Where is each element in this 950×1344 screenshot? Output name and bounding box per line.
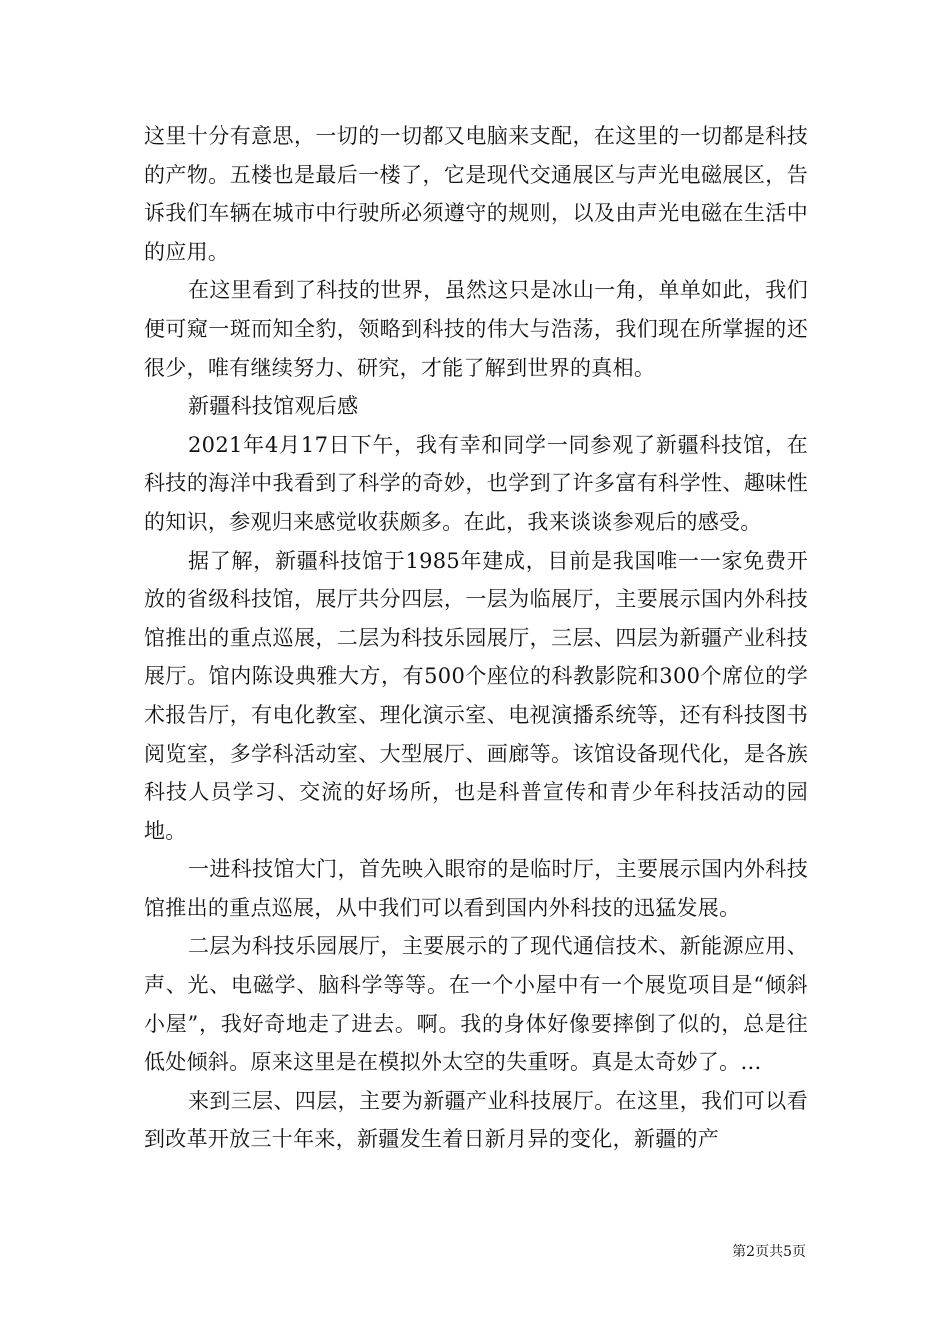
paragraph-3: 2021年4月17日下午，我有幸和同学一同参观了新疆科技馆，在科技的海洋中我看到了科学的奇妙，也学到了许多富有科学性、趣味性的知识，参观归来感觉收获颇多。在此，我来谈谈参观后的感受。 xyxy=(144,432,808,534)
document-body xyxy=(144,117,808,1159)
paragraph-7: 来到三层、四层，主要为新疆产业科技展厅。在这里，我们可以看到改革开放三十年来，新疆发生着日新月异的变化，新疆的产 xyxy=(144,1088,808,1152)
paragraph-1: 这里十分有意思，一切的一切都又电脑来支配，在这里的一切都是科技的产物。五楼也是最后一楼了，它是现代交通展区与声光电磁展区，告诉我们车辆在城市中行驶所必须遵守的规则，以及由声光电磁在生活中的应用。 xyxy=(144,124,808,264)
section-title: 新疆科技馆观后感 xyxy=(188,394,359,419)
paragraph-4: 据了解，新疆科技馆于1985年建成，目前是我国唯一一家免费开放的省级科技馆，展厅共分四层，一层为临展厅，主要展示国内外科技馆推出的重点巡展，二层为科技乐园展厅，三层、四层为新疆产业科技展厅。馆内陈设典雅大方，有500个座位的科教影院和300个席位的学术报告厅，有电化教室、理化演示室、电视演播系统等，还有科技图书阅览室，多学科活动室、大型展厅、画廊等。该馆设备现代化，是各族科技人员学习、交流的好场所，也是科普宣传和青少年科技活动的园地。 xyxy=(144,548,808,843)
page-number: 第2页共5页 xyxy=(732,1244,806,1260)
paragraph-6: 二层为科技乐园展厅，主要展示的了现代通信技术、新能源应用、声、光、电磁学、脑科学等等。在一个小屋中有一个展览项目是“倾斜小屋”，我好奇地走了进去。啊。我的身体好像要摔倒了似的，总是往低处倾斜。原来这里是在模拟外太空的失重呀。真是太奇妙了。… xyxy=(144,934,808,1075)
paragraph-5: 一进科技馆大门，首先映入眼帘的是临时厅，主要展示国内外科技馆推出的重点巡展，从中我们可以看到国内外科技的迅猛发展。 xyxy=(144,857,808,920)
paragraph-2: 在这里看到了科技的世界，虽然这只是冰山一角，单单如此，我们便可窥一斑而知全豹，领略到科技的伟大与浩荡，我们现在所掌握的还很少，唯有继续努力、研究，才能了解到世界的真相。 xyxy=(144,278,808,380)
